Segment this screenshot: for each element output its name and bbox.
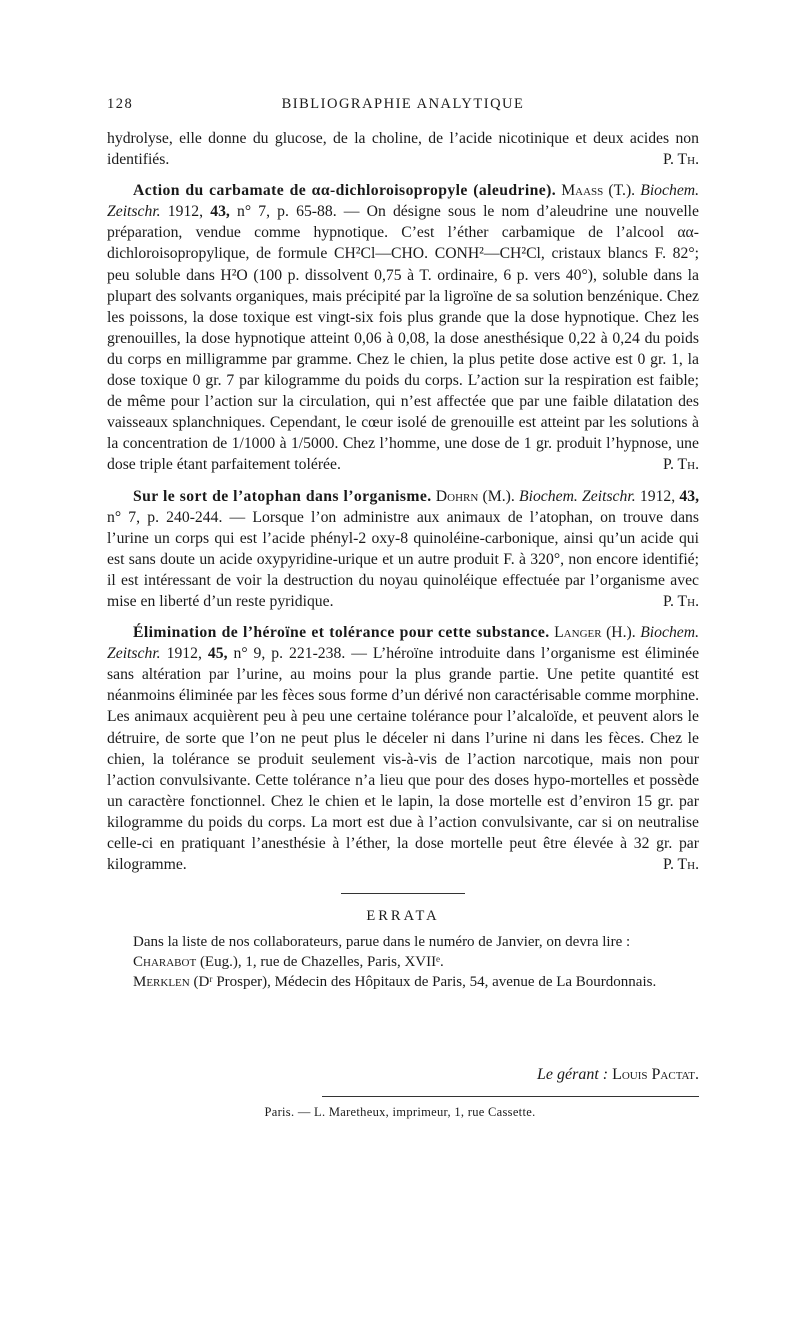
errata-entry-name: Charabot — [133, 954, 197, 971]
author-initials: (T.). — [608, 182, 636, 200]
article-title: Élimination de l’héroïne et tolérance pour cette substance. — [133, 624, 550, 642]
journal-year: 1912, — [167, 203, 204, 221]
continued-text: hydrolyse, elle donne du glucose, de la choline, de l’acide nicotinique et deux acides non identifiés. — [107, 130, 699, 169]
gerant-line — [537, 1066, 699, 1084]
article-text: — On désigne sous le nom d’aleudrine une nouvelle préparation, vendue comme hypnotique. C’est l’éther carbamique de l’alcool αα-dichloroisopropylique, de formule CH²Cl—CHO. CONH²—CH²Cl, cristaux blancs F. 82°; peu soluble dans H²O (100 p. dissolvent 0,75 à T. ordinaire, 6 p. vers 40°), soluble dans la plupart des solvants organiques, mais précipité par la ligroïne de sa solution benzénique. Chez les poissons, la dose toxique est vingt-six fois plus grande que la dose hypnotique. Chez les grenouilles, la dose hypnotique atteint 0,06 à 0,08, la dose anesthésique 0,22 à 0,24 du poids du corps en milligramme par gramme. Chez le chien, la plus petite dose active est 0 gr. 1, la dose toxique 0 gr. 7 par kilogramme du poids du corps. L’action sur la respiration est faible; de même pour l’action sur la circulation, qui n’est affectée que par une faible dilatation des vaisseaux splanchniques. Cependant, le cœur isolé de grenouille est atteint par les solutions à la concentration de 1/1000 à 1/5000. Chez l’homme, une dose de 1 gr. produit l’hypnose, une dose triple étant parfaitement tolérée. — [107, 203, 700, 474]
printer-imprint: Paris. — L. Maretheux, imprimeur, 1, rue Cassette. — [264, 1105, 536, 1119]
journal-volume: 45, — [207, 645, 228, 663]
journal-name: Biochem. Zeitschr. — [107, 182, 700, 221]
errata-entry-name: Merklen — [133, 974, 190, 991]
page-body — [107, 128, 699, 992]
section-divider — [341, 893, 465, 894]
signature: P. Th. — [663, 856, 699, 874]
article-author: Maass — [561, 182, 604, 200]
page-header — [107, 96, 699, 116]
journal-year: 1912, — [166, 645, 202, 663]
gerant-name: Louis Pactat. — [612, 1066, 699, 1083]
running-title: BIBLIOGRAPHIE ANALYTIQUE — [281, 96, 525, 112]
signature: P. Th. — [663, 151, 699, 169]
article-title: Sur le sort de l’atophan dans l’organisme. — [133, 487, 432, 505]
footer-divider — [322, 1096, 699, 1097]
article-title: Action du carbamate de αα-dichloroisopropyle (aleudrine). — [133, 182, 557, 200]
errata-intro: Dans la liste de nos collaborateurs, parue dans le numéro de Janvier, on devra lire : — [133, 934, 631, 951]
continued-paragraph — [107, 128, 699, 170]
journal-ref: n° 7, p. 65-88. — [236, 203, 337, 221]
article-author: Dohrn — [435, 487, 479, 505]
journal-ref: n° 7, p. 240-244. — [107, 508, 223, 526]
signature: P. Th. — [663, 592, 699, 610]
gerant-label: Le gérant : — [536, 1066, 609, 1083]
article-author: Langer — [554, 624, 602, 642]
errata-entry-text: (Dʳ Prosper), Médecin des Hôpitaux de Paris, 54, avenue de La Bourdonnais. — [193, 974, 657, 991]
page-number: 128 — [107, 96, 134, 112]
journal-volume: 43, — [210, 203, 230, 221]
journal-ref: n° 9, p. 221-238. — [233, 645, 346, 663]
errata-section — [107, 908, 699, 992]
journal-volume: 43, — [679, 487, 700, 505]
errata-entry — [107, 972, 699, 992]
journal-name: Biochem. Zeitschr. — [107, 624, 700, 663]
author-initials: (H.). — [606, 624, 636, 642]
article-text: — Lorsque l’on administre aux animaux de l’atophan, on trouve dans l’urine un corps qui est l’acide phényl-2 oxy-8 quinoléine-carbonique, ainsi qu’un acide qui est sans doute un acide oxypyridine-urique et un autre produit F. à 320°, non encore identifié; il est intéressant de voir la destruction du noyau quinoléique effectuée par l’organisme avec mise en liberté d’un reste pyridique. — [107, 508, 699, 610]
journal-year: 1912, — [639, 487, 676, 505]
article-atophan — [107, 486, 699, 613]
errata-entry — [107, 952, 699, 972]
article-heroine — [107, 622, 699, 875]
article-text: — L’héroïne introduite dans l’organisme est éliminée sans altération par l’urine, au moins pour la plus grande partie. Une petite quantité est néanmoins éliminée par les fèces sous forme d’un dérivé non caractérisable comme morphine. Les animaux acquièrent peu à peu une certaine tolérance pour l’alcaloïde, et peuvent alors le détruire, de sorte que l’on ne peut plus le déceler ni dans l’urine ni dans les fèces. Chez le chien, la tolérance se produit seulement vis-à-vis de l’action narcotique, mais non pour l’action convulsivante. Cette tolérance n’a lieu que pour des doses hypo-mortelles et possède un caractère fonctionnel. Chez le chien et le lapin, la dose mortelle est d’environ 15 gr. par kilogramme du poids du corps. La mort est due à l’action convulsivante, car si on neutralise celle-ci en pratiquant l’anesthésie à l’éther, la dose mortelle peut être élevée à 32 gr. par kilogramme. — [107, 645, 700, 874]
errata-title: ERRATA — [366, 908, 440, 925]
article-aleudrine — [107, 180, 699, 475]
author-initials: (M.). — [482, 487, 515, 505]
signature: P. Th. — [663, 456, 699, 474]
errata-entry-text: (Eug.), 1, rue de Chazelles, Paris, XVIIᵉ. — [199, 954, 444, 971]
journal-name: Biochem. Zeitschr. — [519, 487, 636, 505]
